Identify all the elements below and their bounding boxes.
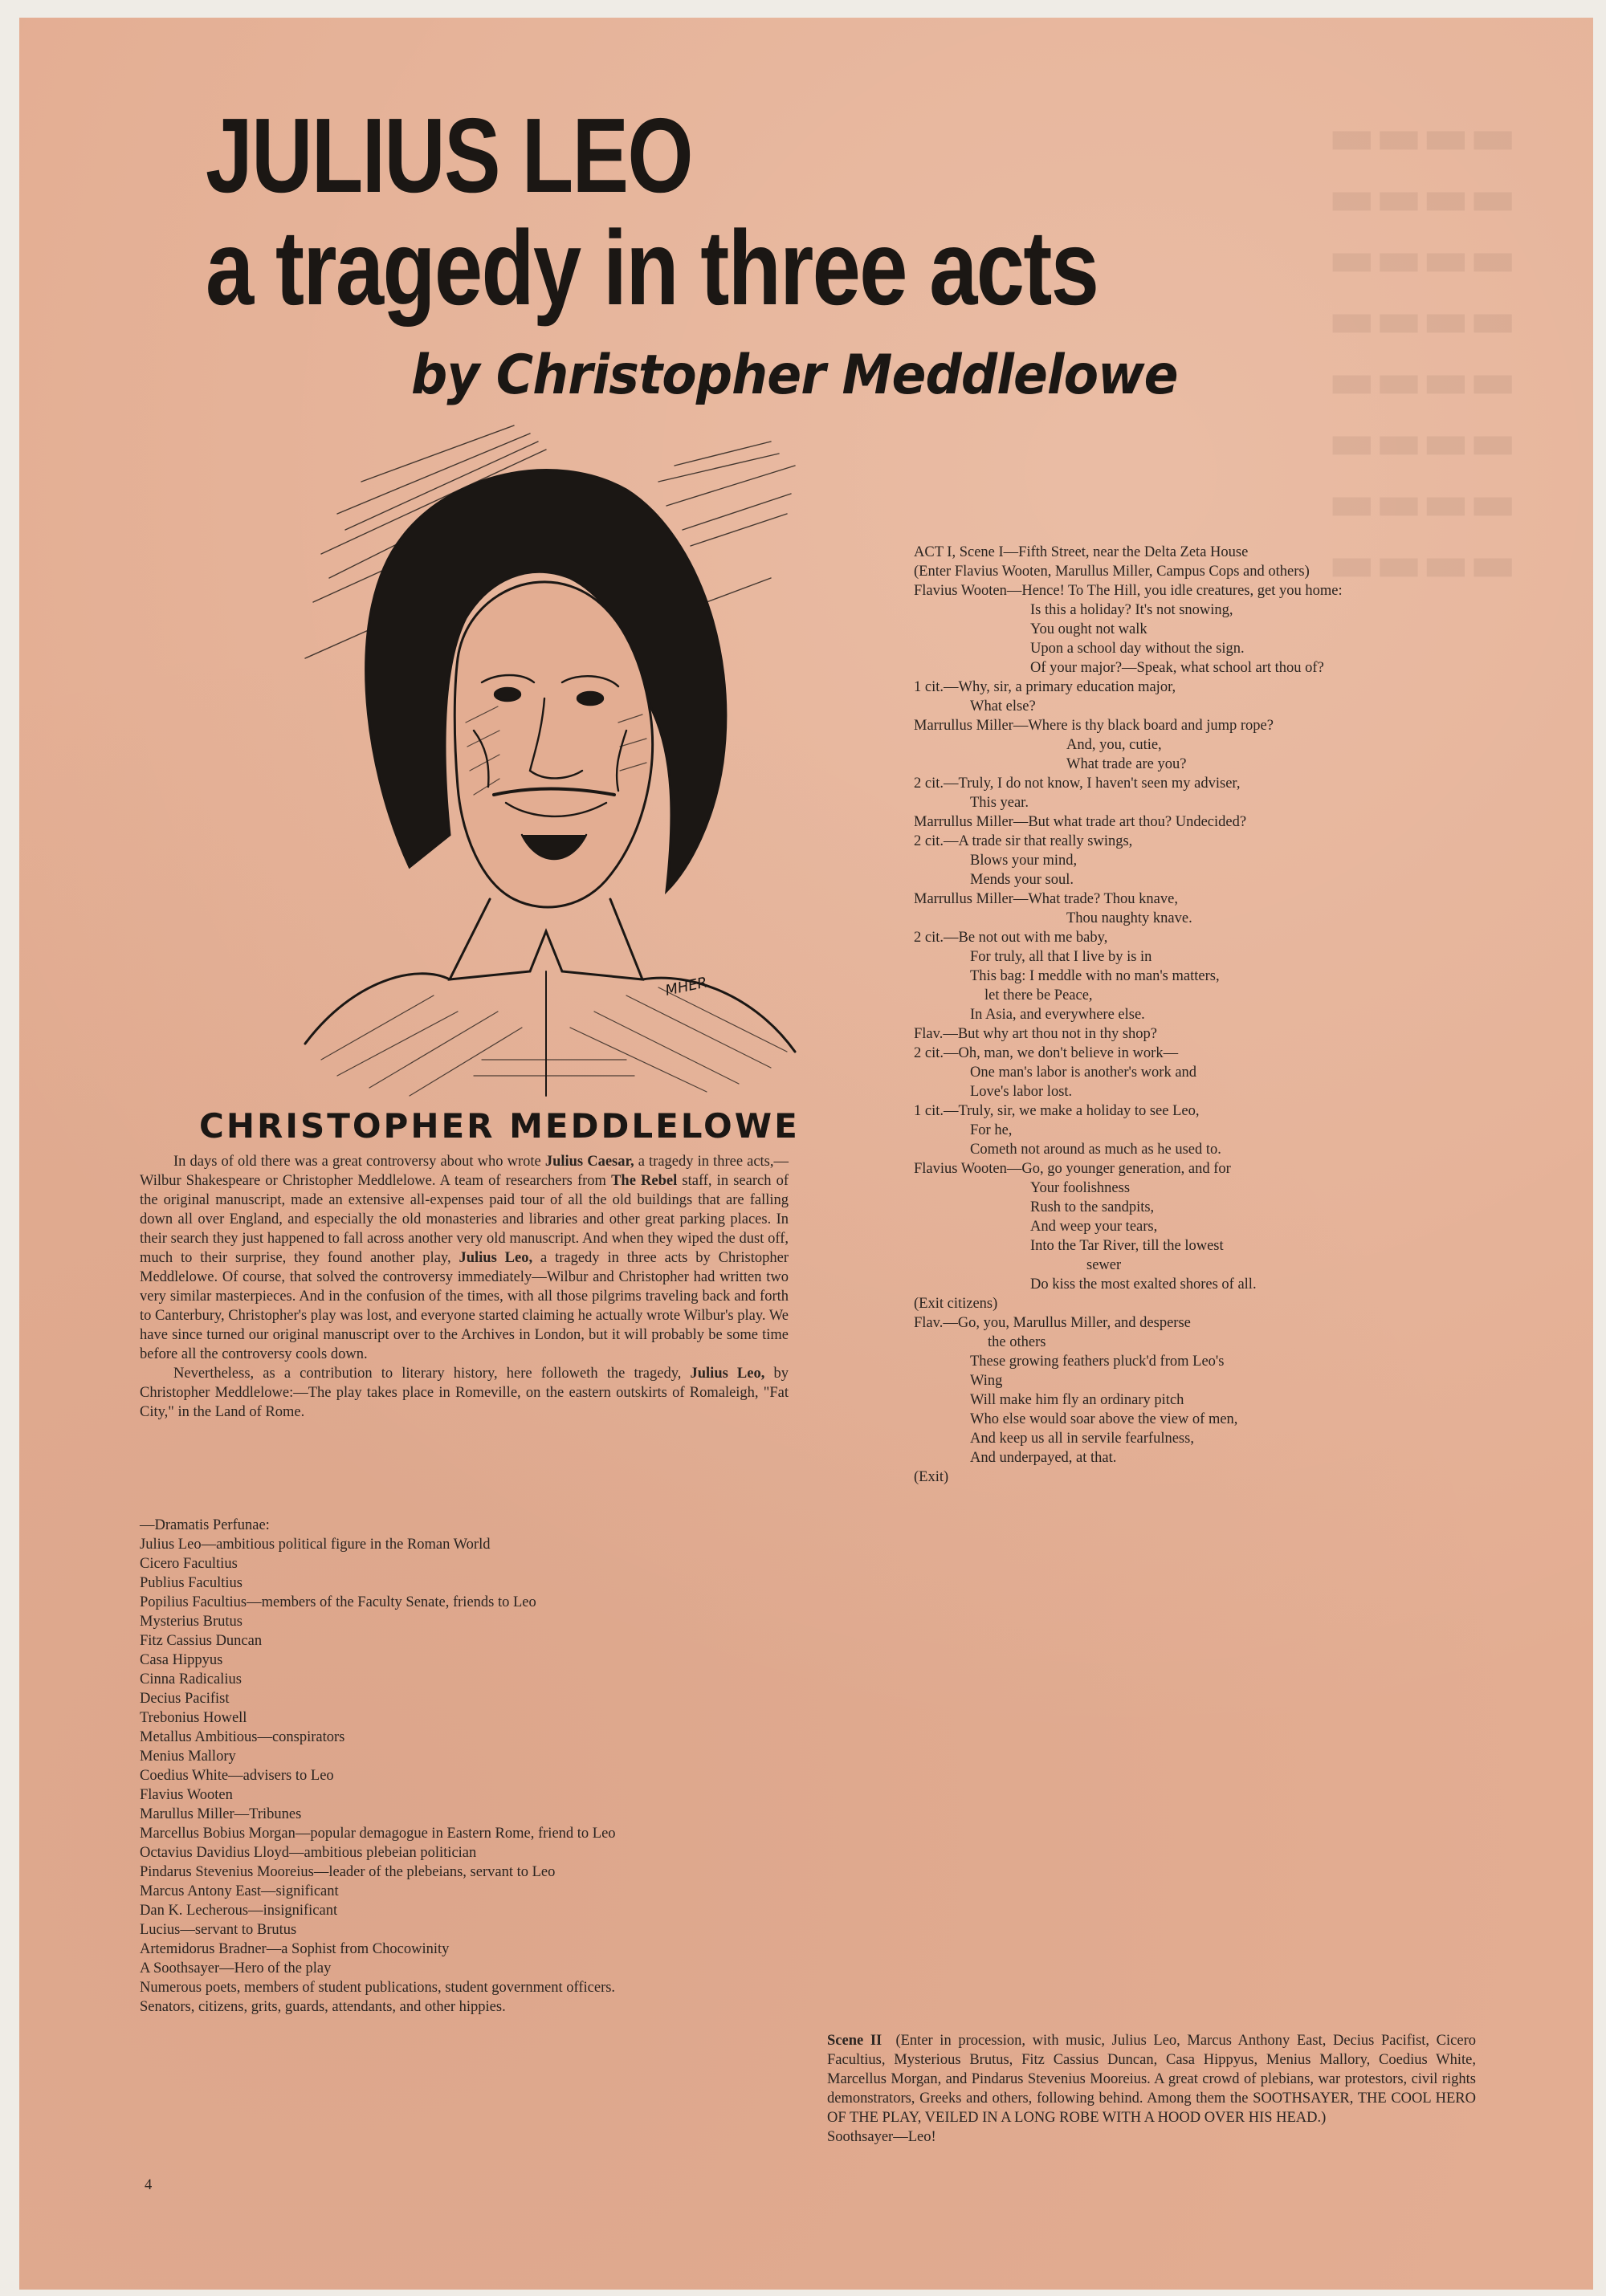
dramatis-entry: Metallus Ambitious—conspirators (140, 1729, 345, 1745)
dramatis-entry: Pindarus Stevenius Mooreius—leader of the plebeians, servant to Leo (140, 1864, 556, 1880)
script-line: (Exit citizens) (914, 1296, 998, 1312)
script-line: Marrullus Miller—Where is thy black board and jump rope? (914, 718, 1274, 734)
shoulders (305, 974, 795, 1052)
script-line: 2 cit.—Truly, I do not know, I haven't seen my adviser, (914, 776, 1241, 792)
dramatis-entry: Mysterius Brutus (140, 1614, 243, 1630)
intro-paragraph-1 (140, 1152, 789, 1364)
dramatis-heading: —Dramatis Perfunae: (140, 1517, 270, 1533)
script-line: Mends your soul. (970, 872, 1074, 888)
script-line: And keep us all in servile fearfulness, (970, 1431, 1194, 1447)
intro-p2-segment: Julius Leo, (690, 1366, 765, 1382)
script-line: Love's labor lost. (970, 1084, 1073, 1100)
script-line: Of your major?—Speak, what school art thou of? (1030, 660, 1324, 676)
dramatis-entry: Numerous poets, members of student publications, student government officers. (140, 1980, 616, 1996)
dramatis-entry: Casa Hippyus (140, 1652, 223, 1668)
script-line: Flav.—Go, you, Marullus Miller, and desperse (914, 1315, 1191, 1331)
dramatis-entry: Dan K. Lecherous—insignificant (140, 1903, 338, 1919)
script-line: This bag: I meddle with no man's matters, (970, 968, 1220, 984)
script-line: Who else would soar above the view of men, (970, 1411, 1238, 1427)
portrait-caption: CHRISTOPHER MEDDLELOWE (199, 1106, 800, 1146)
shirt-hatching (321, 987, 787, 1096)
dramatis-entry: Coedius White—advisers to Leo (140, 1768, 334, 1784)
intro-p1-segment: a tragedy in three acts,—Wilbur Shakespeare or Christopher Meddlelowe. A team of researchers from (140, 1154, 789, 1189)
script-line: And weep your tears, (1030, 1219, 1158, 1235)
script-line: Blows your mind, (970, 853, 1078, 869)
script-line: 2 cit.—Be not out with me baby, (914, 930, 1108, 946)
intro-paragraph-2 (140, 1364, 789, 1422)
script-line: ACT I, Scene I—Fifth Street, near the Delta Zeta House (914, 544, 1249, 560)
scene-2-text: (Enter in procession, with music, Julius Leo, Marcus Anthony East, Decius Pacifist, Cicero Facultius, Mysterious Brutus, Fitz Cassius Duncan, Casa Hippyus, Menius Mallory, Coedius White, Marcellus Morgan, and Pindarus Stevenius Mooreius. A great crowd of plebians, war protestors, civil rights demonstrators, Greeks and others, following behind. Among them the SOOTHSAYER, THE COOL HERO OF THE PLAY, VEILED IN A LONG ROBE WITH A HOOD OVER HIS HEAD.) (827, 2033, 1476, 2126)
script-line: Marrullus Miller—But what trade art thou? Undecided? (914, 814, 1247, 830)
script-line: the others (988, 1334, 1046, 1350)
script-line: 1 cit.—Truly, sir, we make a holiday to see Leo, (914, 1103, 1200, 1119)
script-line: For truly, all that I live by is in (970, 949, 1152, 965)
headline-title: JULIUS LEO (206, 96, 692, 214)
script-line: 1 cit.—Why, sir, a primary education major, (914, 679, 1176, 695)
act-1-scene-1 (914, 543, 1476, 1487)
artist-signature: MHER (663, 974, 709, 999)
script-line: Into the Tar River, till the lowest (1030, 1238, 1224, 1254)
portrait-illustration (289, 417, 803, 1104)
intro-p2-segment: Nevertheless, as a contribution to literary history, here followeth the tragedy, (173, 1366, 691, 1382)
script-line: (Exit) (914, 1469, 949, 1485)
script-line: Wing (970, 1373, 1003, 1389)
scene-2-label: Scene II (827, 2033, 882, 2049)
script-line: Will make him fly an ordinary pitch (970, 1392, 1184, 1408)
script-line: 2 cit.—Oh, man, we don't believe in work— (914, 1045, 1179, 1061)
script-line: Is this a holiday? It's not snowing, (1030, 602, 1233, 618)
script-line: Flav.—But why art thou not in thy shop? (914, 1026, 1158, 1042)
byline: by Christopher Meddlelowe (411, 344, 1178, 407)
scene-2-last-line: Soothsayer—Leo! (827, 2129, 936, 2145)
dramatis-entry: Decius Pacifist (140, 1691, 230, 1707)
intro-article (140, 1152, 789, 1422)
script-line: sewer (1086, 1257, 1122, 1273)
dramatis-entry: Marullus Miller—Tribunes (140, 1806, 302, 1822)
collar (450, 899, 642, 979)
dramatis-entry: Trebonius Howell (140, 1710, 247, 1726)
script-line: (Enter Flavius Wooten, Marullus Miller, Campus Cops and others) (914, 564, 1310, 580)
script-line: Flavius Wooten—Go, go younger generation, and for (914, 1161, 1231, 1177)
script-line: Cometh not around as much as he used to. (970, 1142, 1221, 1158)
page-number: 4 (145, 2177, 153, 2193)
script-line: Do kiss the most exalted shores of all. (1030, 1276, 1257, 1293)
dramatis-entry: Marcellus Bobius Morgan—popular demagogue in Eastern Rome, friend to Leo (140, 1826, 616, 1842)
intro-p1-segment: Julius Leo, (459, 1250, 533, 1266)
dramatis-entry: A Soothsayer—Hero of the play (140, 1960, 332, 1976)
script-line: You ought not walk (1030, 621, 1147, 637)
intro-p1-segment: The Rebel (611, 1173, 678, 1189)
intro-p1-segment: staff, in search of the original manuscript, made an extensive all-expenses paid tour of all the old buildings that are falling down all over England, and especially the old monasteries and libraries and other great parking places. In their search they just happened to fall across another very old manuscript. And when they wiped the dust off, much to their surprise, they found another play, (140, 1173, 789, 1266)
dramatis-personae-list (140, 1516, 798, 2017)
bleed-through-texture: ▬▬▬▬ ▬▬▬▬ ▬▬▬▬ ▬▬▬▬ ▬▬▬▬ ▬▬▬▬ ▬▬▬▬ ▬▬▬▬ (1328, 107, 1517, 592)
dramatis-entry: Artemidorus Bradner—a Sophist from Chocowinity (140, 1941, 450, 1957)
script-line: Upon a school day without the sign. (1030, 641, 1245, 657)
scene-2 (827, 2031, 1476, 2147)
dramatis-entry: Octavius Davidius Lloyd—ambitious plebeian politician (140, 1845, 477, 1861)
dramatis-entry: Publius Facultius (140, 1575, 243, 1591)
script-line: Marrullus Miller—What trade? Thou knave, (914, 891, 1178, 907)
dramatis-entry: Flavius Wooten (140, 1787, 233, 1803)
script-line: Rush to the sandpits, (1030, 1199, 1155, 1215)
script-line: What else? (970, 698, 1036, 714)
dramatis-entry: Cinna Radicalius (140, 1671, 242, 1687)
dramatis-entry: Julius Leo—ambitious political figure in the Roman World (140, 1537, 491, 1553)
dramatis-entry: Marcus Antony East—significant (140, 1883, 339, 1899)
script-line: And underpayed, at that. (970, 1450, 1117, 1466)
script-line: Thou naughty knave. (1066, 910, 1192, 926)
script-line: And, you, cutie, (1066, 737, 1162, 753)
dramatis-entry: Menius Mallory (140, 1748, 236, 1765)
script-line: 2 cit.—A trade sir that really swings, (914, 833, 1133, 849)
script-line: What trade are you? (1066, 756, 1187, 772)
script-line: Flavius Wooten—Hence! To The Hill, you idle creatures, get you home: (914, 583, 1343, 599)
intro-p1-segment: a tragedy in three acts by Christopher Meddlelowe. Of course, that solved the controversy immediately—Wilbur and Christopher had written two very similar masterpieces. And in the confusion of the times, with all those pilgrims traveling back and forth to Canterbury, Christopher's play was lost, and everyone started claiming he actually wrote Wilbur's play. We have since turned our original manuscript over to the Archives in London, but it will probably be some time before all the controversy cools down. (140, 1250, 789, 1362)
dramatis-entry: Popilius Facultius—members of the Faculty Senate, friends to Leo (140, 1594, 536, 1610)
intro-p2-segment: by Christopher Meddlelowe:—The play takes place in Romeville, on the eastern outskirts of Romaleigh, "Fat City," in the Land of Rome. (140, 1366, 789, 1420)
script-line: Your foolishness (1030, 1180, 1131, 1196)
dramatis-entry: Senators, citizens, grits, guards, attendants, and other hippies. (140, 1999, 506, 2015)
script-line: let there be Peace, (984, 987, 1093, 1003)
script-line: For he, (970, 1122, 1013, 1138)
dramatis-entry: Fitz Cassius Duncan (140, 1633, 263, 1649)
script-line: This year. (970, 795, 1029, 811)
script-line: In Asia, and everywhere else. (970, 1007, 1145, 1023)
dramatis-entry: Cicero Facultius (140, 1556, 238, 1572)
intro-p1-segment: In days of old there was a great controversy about who wrote (173, 1154, 545, 1170)
intro-p1-segment: Julius Caesar, (544, 1154, 634, 1170)
headline-subtitle: a tragedy in three acts (206, 209, 1099, 327)
script-line: One man's labor is another's work and (970, 1065, 1197, 1081)
dramatis-entry: Lucius—servant to Brutus (140, 1922, 297, 1938)
script-line: These growing feathers pluck'd from Leo's (970, 1354, 1225, 1370)
